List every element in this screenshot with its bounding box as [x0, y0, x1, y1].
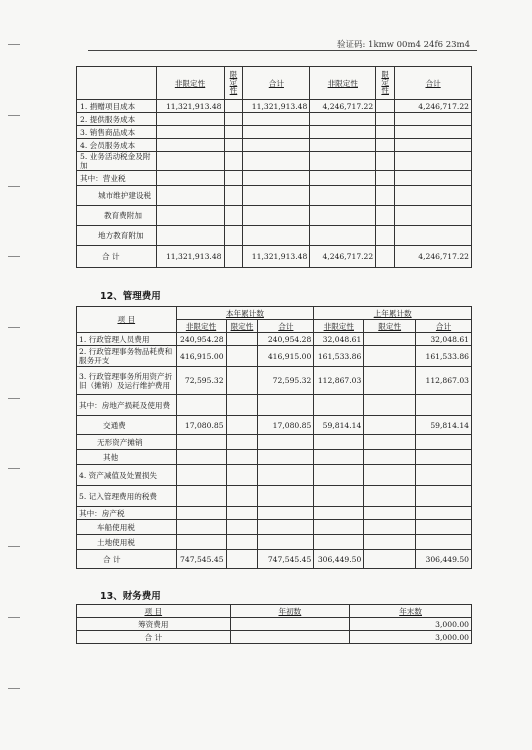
margin-mark	[8, 688, 20, 689]
table-cell	[224, 152, 243, 171]
table-cell	[258, 486, 314, 507]
table-cell	[226, 486, 258, 507]
table-cell: 2. 行政管理事务物品耗费和服务开支	[77, 346, 177, 367]
col-header: 年末数	[399, 606, 422, 616]
business-cost-table	[76, 66, 472, 268]
table-cell	[310, 152, 376, 171]
table-row	[77, 450, 472, 465]
table-cell	[416, 450, 472, 465]
table-row	[77, 520, 472, 535]
table-cell	[226, 346, 258, 367]
table-cell	[376, 152, 395, 171]
table-cell: 32,048.61	[314, 333, 364, 346]
table-cell: 筹资费用	[77, 618, 231, 631]
table-row	[77, 100, 472, 113]
table-cell: 306,449.50	[314, 550, 364, 569]
table-cell	[376, 226, 395, 246]
table-cell	[230, 631, 350, 644]
table-cell: 交通费	[77, 416, 177, 435]
table-cell	[176, 465, 226, 486]
table-cell	[376, 113, 395, 126]
table-cell: 161,533.86	[314, 346, 364, 367]
table-row	[77, 465, 472, 486]
table-cell	[364, 550, 416, 569]
table-body	[77, 333, 472, 569]
col-header: 非限定性	[174, 78, 206, 88]
table-cell: 59,814.14	[416, 416, 472, 435]
margin-mark	[8, 186, 20, 187]
table-cell	[258, 450, 314, 465]
table-cell: 教育费附加	[77, 206, 157, 226]
table-cell: 240,954.28	[258, 333, 314, 346]
col-header: 合计	[278, 321, 294, 331]
table-cell	[310, 186, 376, 206]
table-cell	[314, 520, 364, 535]
table-cell	[364, 395, 416, 416]
table-cell	[364, 507, 416, 520]
table-cell	[416, 395, 472, 416]
table-row	[77, 246, 472, 268]
table-cell	[224, 206, 243, 226]
table-cell	[226, 367, 258, 395]
table-cell	[224, 226, 243, 246]
table-cell	[364, 520, 416, 535]
table-cell	[416, 486, 472, 507]
table-cell: 其中：营业税	[77, 171, 157, 186]
table-cell	[156, 152, 224, 171]
table-cell	[258, 465, 314, 486]
table-cell	[258, 520, 314, 535]
table-cell	[258, 507, 314, 520]
table-cell: 4,246,717.22	[395, 246, 472, 268]
table-cell: 416,915.00	[176, 346, 226, 367]
table-cell: 11,321,913.48	[156, 100, 224, 113]
header-cell-empty	[77, 67, 157, 100]
group-header-prior: 上年累计数	[373, 308, 412, 318]
table-cell	[156, 206, 224, 226]
table-row	[77, 416, 472, 435]
table-cell	[310, 126, 376, 139]
table-cell	[243, 226, 310, 246]
table-cell	[156, 186, 224, 206]
table-cell	[224, 171, 243, 186]
table-cell	[176, 535, 226, 550]
col-header-vertical: 限 定 性	[381, 70, 389, 95]
table-cell	[314, 507, 364, 520]
table-cell	[226, 507, 258, 520]
table-cell	[258, 535, 314, 550]
table-cell	[226, 550, 258, 569]
table-cell: 17,080.85	[258, 416, 314, 435]
table-cell	[243, 206, 310, 226]
table-cell: 3. 销售商品成本	[77, 126, 157, 139]
table-cell	[310, 171, 376, 186]
table-row	[77, 535, 472, 550]
table-cell	[395, 226, 472, 246]
table-body	[77, 618, 472, 644]
table-cell: 72,595.32	[258, 367, 314, 395]
table-cell	[314, 465, 364, 486]
table-cell	[176, 520, 226, 535]
table-cell: 车船使用税	[77, 520, 177, 535]
table-cell	[258, 395, 314, 416]
table-cell	[243, 126, 310, 139]
table-cell	[364, 465, 416, 486]
table-row	[77, 631, 472, 644]
margin-mark	[8, 256, 20, 257]
table-cell	[416, 535, 472, 550]
margin-mark	[8, 398, 20, 399]
table-cell: 32,048.61	[416, 333, 472, 346]
table-cell	[224, 246, 243, 268]
table-cell: 4,246,717.22	[310, 100, 376, 113]
table-cell	[243, 139, 310, 152]
table-cell	[226, 435, 258, 450]
table-cell: 17,080.85	[176, 416, 226, 435]
section-title-finance-expense: 13、财务费用	[100, 591, 161, 602]
table-cell	[395, 171, 472, 186]
table-cell: 其他	[77, 450, 177, 465]
table-cell: 3. 行政管理事务所用资产折旧（摊销）及运行维护费用	[77, 367, 177, 395]
table-row	[77, 395, 472, 416]
table-cell: 3,000.00	[350, 618, 472, 631]
table-cell	[395, 139, 472, 152]
table-cell	[226, 333, 258, 346]
table-cell	[376, 206, 395, 226]
table-row	[77, 346, 472, 367]
table-cell: 2. 提供服务成本	[77, 113, 157, 126]
table-row	[77, 550, 472, 569]
table-cell	[156, 171, 224, 186]
finance-expense-table	[76, 604, 472, 644]
section-title-admin-expense: 12、管理费用	[100, 291, 161, 302]
table-row	[77, 171, 472, 186]
table-cell	[376, 246, 395, 268]
table-cell	[310, 206, 376, 226]
table-cell	[226, 465, 258, 486]
col-header-vertical: 限 定 性	[229, 70, 238, 95]
table-cell: 112,867.03	[314, 367, 364, 395]
margin-mark	[8, 327, 20, 328]
table-cell	[314, 450, 364, 465]
table-cell	[243, 113, 310, 126]
table-row	[77, 486, 472, 507]
table-cell	[224, 126, 243, 139]
table-header-row	[77, 67, 472, 100]
table-cell: 5. 业务活动税金及附加	[77, 152, 157, 171]
table-cell: 11,321,913.48	[243, 246, 310, 268]
table-cell: 59,814.14	[314, 416, 364, 435]
table-cell: 747,545.45	[176, 550, 226, 569]
table-cell	[224, 100, 243, 113]
table-cell: 747,545.45	[258, 550, 314, 569]
table-row	[77, 206, 472, 226]
table-cell	[226, 520, 258, 535]
col-header: 年初数	[278, 606, 302, 616]
table-cell	[395, 152, 472, 171]
table-cell	[243, 152, 310, 171]
table-cell	[416, 465, 472, 486]
table-row	[77, 113, 472, 126]
table-cell: 城市维护建设税	[77, 186, 157, 206]
table-cell: 地方教育附加	[77, 226, 157, 246]
table-cell	[376, 171, 395, 186]
table-row	[77, 435, 472, 450]
table-cell	[395, 126, 472, 139]
table-cell	[156, 139, 224, 152]
table-cell: 合 计	[77, 631, 231, 644]
table-cell	[376, 126, 395, 139]
table-cell	[156, 126, 224, 139]
col-header: 非限定性	[323, 321, 354, 331]
item-header: 项 目	[117, 315, 136, 324]
col-header: 合计	[435, 321, 452, 331]
col-header: 限定性	[230, 321, 254, 331]
table-row	[77, 152, 472, 171]
table-cell	[364, 416, 416, 435]
admin-expense-table	[76, 306, 472, 569]
table-cell	[176, 486, 226, 507]
margin-mark	[8, 617, 20, 618]
margin-mark	[8, 44, 20, 45]
table-cell: 11,321,913.48	[156, 246, 224, 268]
table-cell: 其中：房地产损耗及使用费	[77, 395, 177, 416]
table-row	[77, 333, 472, 346]
table-cell: 11,321,913.48	[243, 100, 310, 113]
col-header: 限定性	[378, 321, 402, 331]
table-cell	[395, 186, 472, 206]
table-cell	[364, 333, 416, 346]
table-cell: 1. 行政管理人员费用	[77, 333, 177, 346]
table-cell	[243, 171, 310, 186]
table-header-row	[77, 605, 472, 618]
table-cell	[314, 535, 364, 550]
table-body	[77, 100, 472, 268]
table-cell	[395, 206, 472, 226]
group-header-current: 本年累计数	[225, 308, 264, 318]
table-cell	[364, 486, 416, 507]
table-cell: 4. 会员服务成本	[77, 139, 157, 152]
table-header-row	[77, 307, 472, 320]
col-header: 非限定性	[185, 321, 217, 331]
table-cell	[310, 226, 376, 246]
table-cell	[376, 186, 395, 206]
table-cell	[310, 139, 376, 152]
table-cell: 4,246,717.22	[395, 100, 472, 113]
table-cell	[224, 186, 243, 206]
table-cell	[314, 435, 364, 450]
table-cell	[364, 535, 416, 550]
table-cell	[395, 113, 472, 126]
table-cell: 其中：房产税	[77, 507, 177, 520]
col-header: 合计	[425, 78, 441, 88]
table-row	[77, 126, 472, 139]
table-cell	[364, 435, 416, 450]
table-cell	[314, 395, 364, 416]
table-row	[77, 226, 472, 246]
table-cell	[376, 100, 395, 113]
table-cell	[416, 507, 472, 520]
table-cell	[224, 113, 243, 126]
table-cell	[224, 139, 243, 152]
table-cell	[156, 113, 224, 126]
table-cell: 161,533.86	[416, 346, 472, 367]
table-row	[77, 367, 472, 395]
table-cell	[176, 450, 226, 465]
margin-mark	[8, 468, 20, 469]
table-cell	[376, 139, 395, 152]
table-cell	[176, 435, 226, 450]
table-cell: 土地使用税	[77, 535, 177, 550]
table-row	[77, 139, 472, 152]
table-cell	[364, 450, 416, 465]
table-cell	[314, 486, 364, 507]
table-cell	[364, 346, 416, 367]
margin-mark	[8, 546, 20, 547]
table-cell: 4,246,717.22	[310, 246, 376, 268]
table-cell: 306,449.50	[416, 550, 472, 569]
table-cell	[176, 395, 226, 416]
table-cell	[416, 520, 472, 535]
table-cell: 合 计	[77, 550, 177, 569]
header-rule	[88, 50, 477, 51]
table-cell: 4. 资产减值及处置损失	[77, 465, 177, 486]
table-cell	[156, 226, 224, 246]
col-header: 合计	[268, 78, 284, 88]
table-cell: 112,867.03	[416, 367, 472, 395]
table-cell	[226, 416, 258, 435]
table-cell: 5. 记入管理费用的税费	[77, 486, 177, 507]
table-cell	[226, 450, 258, 465]
table-row	[77, 507, 472, 520]
table-cell	[226, 395, 258, 416]
table-cell: 416,915.00	[258, 346, 314, 367]
table-cell: 合 计	[77, 246, 157, 268]
verification-code: 验证码: 1kmw 00m4 24f6 23m4	[336, 40, 470, 50]
table-row	[77, 618, 472, 631]
table-row	[77, 186, 472, 206]
col-header: 非限定性	[327, 78, 358, 88]
table-cell	[364, 367, 416, 395]
table-cell	[230, 618, 350, 631]
table-cell: 240,954.28	[176, 333, 226, 346]
table-cell	[258, 435, 314, 450]
table-cell: 3,000.00	[350, 631, 472, 644]
table-cell	[176, 507, 226, 520]
table-cell	[226, 535, 258, 550]
col-header: 项 目	[144, 606, 163, 616]
table-cell	[416, 435, 472, 450]
table-cell: 1. 捐赠项目成本	[77, 100, 157, 113]
table-cell: 无形资产摊销	[77, 435, 177, 450]
margin-mark	[8, 115, 20, 116]
table-cell	[243, 186, 310, 206]
table-cell: 72,595.32	[176, 367, 226, 395]
table-cell	[310, 113, 376, 126]
